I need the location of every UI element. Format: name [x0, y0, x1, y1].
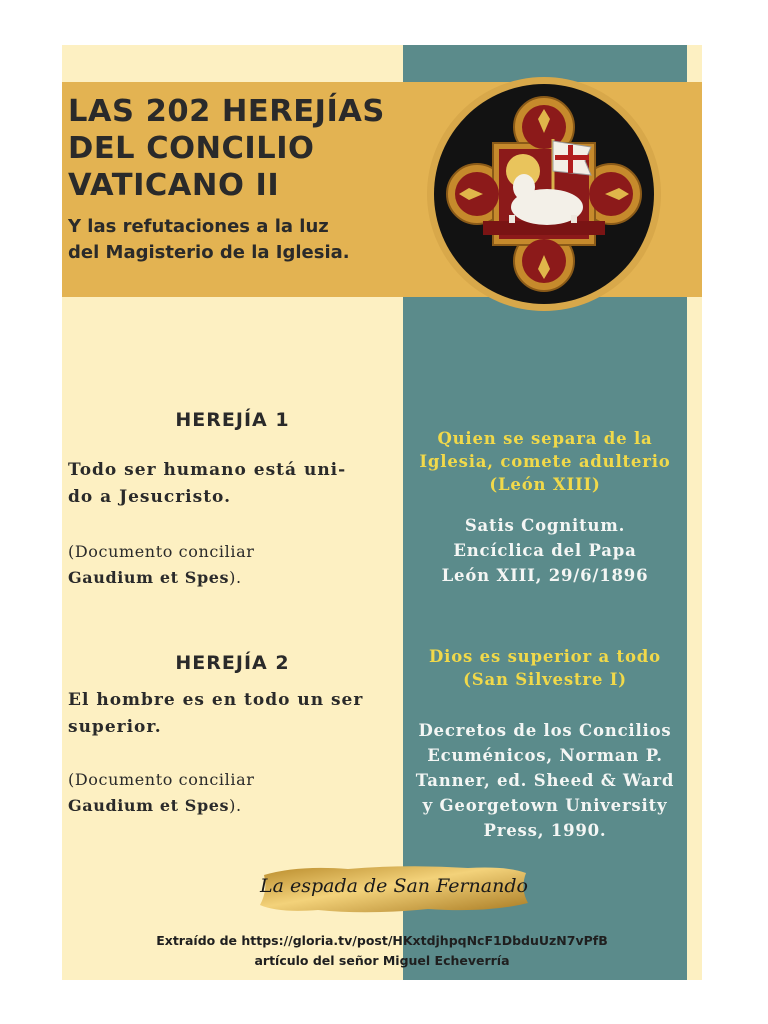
claim-line: do a Jesucristo.: [68, 487, 232, 507]
subtitle-line: Y las refutaciones a la luz: [68, 216, 329, 237]
source-suffix: ).: [229, 568, 242, 587]
heresy-claim: [68, 687, 398, 741]
heresy-source: [68, 767, 398, 819]
heresy-heading: HEREJÍA 2: [175, 652, 290, 674]
title-line: VATICANO II: [68, 168, 280, 203]
refutation-quote: [403, 645, 687, 691]
reference-line: Encíclica del Papa: [453, 541, 637, 560]
header: [68, 93, 398, 266]
page-title: [68, 93, 398, 204]
subtitle-line: del Magisterio de la Iglesia.: [68, 242, 350, 263]
title-line: LAS 202 HEREJÍAS: [68, 94, 385, 129]
quote-line: Iglesia, comete adulterio: [419, 452, 671, 471]
refutation-reference: [403, 718, 687, 843]
source-prefix: (Documento conciliar: [68, 770, 255, 789]
reference-line: y Georgetown University: [422, 796, 668, 815]
claim-line: El hombre es en todo un ser: [68, 690, 364, 710]
reference-line: Ecuménicos, Norman P.: [427, 746, 663, 765]
credit-source: Extraído de https://gloria.tv/post/HKxtdjhpqNcF1DbduUzN7vPfB: [156, 933, 608, 948]
source-suffix: ).: [229, 796, 242, 815]
poster: [62, 45, 702, 980]
heresy-heading: HEREJÍA 1: [175, 409, 290, 431]
credit-author: artículo del señor Miguel Echeverría: [254, 953, 510, 968]
title-line: DEL CONCILIO: [68, 131, 315, 166]
claim-line: superior.: [68, 717, 162, 737]
reference-line: Satis Cognitum.: [464, 516, 626, 535]
source-title: Gaudium et Spes: [68, 568, 230, 587]
refutation-reference: [403, 513, 687, 588]
page-subtitle: [68, 214, 398, 266]
quote-line: Quien se separa de la: [437, 429, 653, 448]
source-line: [68, 793, 398, 819]
reference-line: León XIII, 29/6/1896: [441, 566, 649, 585]
reference-line: Tanner, ed. Sheed & Ward: [415, 771, 675, 790]
banner-text: La espada de San Fernando: [260, 875, 528, 897]
quote-line: Dios es superior a todo: [429, 647, 661, 666]
reference-line: Press, 1990.: [483, 821, 607, 840]
source-title: Gaudium et Spes: [68, 796, 230, 815]
heresy-source: [68, 539, 398, 591]
refutation-quote: [403, 427, 687, 496]
source-line: [68, 565, 398, 591]
reference-line: Decretos de los Concilios: [418, 721, 672, 740]
lamb-of-god-medallion-icon: [425, 75, 663, 313]
claim-line: Todo ser humano está uni-: [68, 460, 347, 480]
heresy-claim: [68, 457, 398, 511]
quote-line: (León XIII): [489, 475, 601, 494]
quote-line: (San Silvestre I): [463, 670, 627, 689]
source-prefix: (Documento conciliar: [68, 542, 255, 561]
